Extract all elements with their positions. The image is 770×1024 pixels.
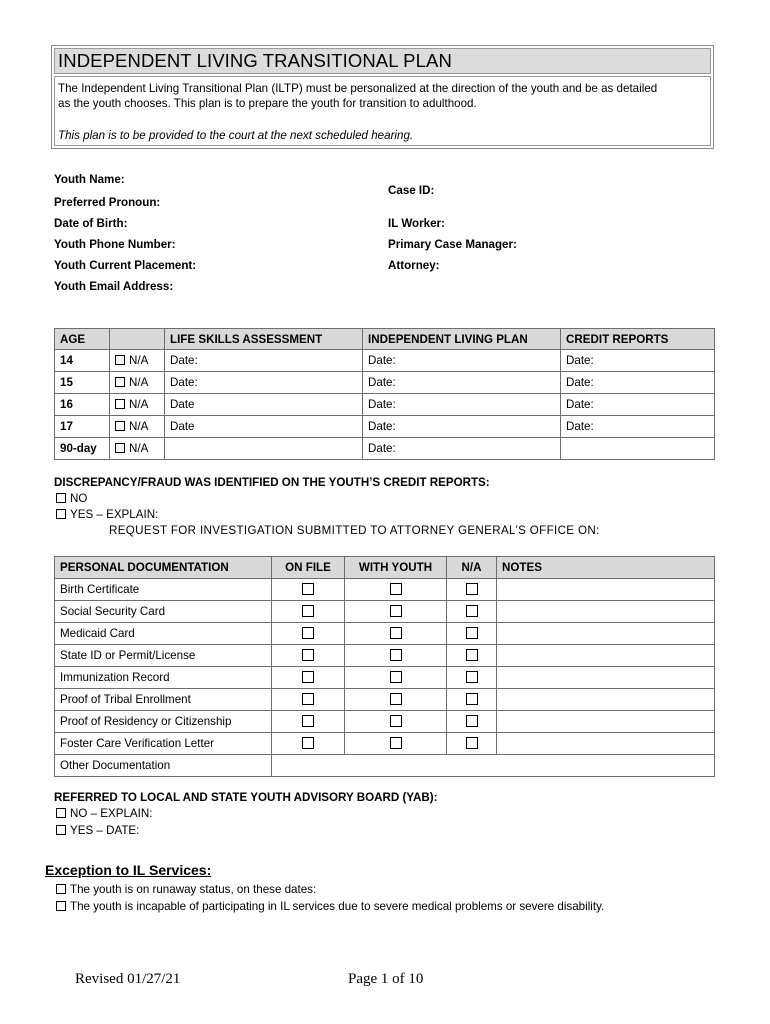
with-youth-checkbox[interactable]	[390, 693, 402, 705]
document-name: Social Security Card	[55, 601, 272, 623]
option-label: The youth is incapable of participating in IL services due to severe medical problems or severe disability.	[70, 900, 605, 913]
option-label: NO – EXPLAIN:	[70, 807, 153, 820]
with-youth-checkbox[interactable]	[390, 715, 402, 727]
option-label: The youth is on runaway status, on these dates:	[70, 883, 317, 896]
age-cell: 90-day	[55, 438, 110, 460]
table-header-row	[55, 329, 715, 350]
credit-report-date-cell[interactable]: Date:	[561, 394, 715, 416]
notes-cell[interactable]	[497, 689, 715, 711]
na-checkbox[interactable]	[115, 355, 125, 365]
with-youth-cell	[345, 645, 447, 667]
notes-cell[interactable]	[497, 667, 715, 689]
yab-yes-option[interactable]	[56, 824, 139, 837]
table-row	[55, 579, 715, 601]
lsa-date-cell[interactable]	[165, 438, 363, 460]
exception-incapable-option[interactable]	[56, 900, 604, 913]
date-of-birth-label: Date of Birth:	[54, 217, 128, 230]
na-checkbox[interactable]	[466, 715, 478, 727]
with-youth-cell	[345, 579, 447, 601]
na-cell	[110, 372, 165, 394]
youth-phone-label: Youth Phone Number:	[54, 238, 176, 251]
age-cell: 15	[55, 372, 110, 394]
col-header-credit-reports: CREDIT REPORTS	[561, 329, 715, 350]
with-youth-checkbox[interactable]	[390, 605, 402, 617]
na-label: N/A	[129, 420, 149, 433]
document-name: Medicaid Card	[55, 623, 272, 645]
with-youth-checkbox[interactable]	[390, 649, 402, 661]
lsa-date-cell[interactable]: Date:	[165, 350, 363, 372]
with-youth-checkbox[interactable]	[390, 627, 402, 639]
exception-runaway-option[interactable]	[56, 883, 316, 896]
na-checkbox[interactable]	[115, 443, 125, 453]
youth-placement-label: Youth Current Placement:	[54, 259, 197, 272]
other-documentation-cell[interactable]	[272, 755, 715, 777]
col-header-il-plan: INDEPENDENT LIVING PLAN	[363, 329, 561, 350]
table-row	[55, 733, 715, 755]
with-youth-cell	[345, 711, 447, 733]
on-file-cell	[272, 689, 345, 711]
personal-documentation-table	[54, 556, 715, 777]
on-file-checkbox[interactable]	[302, 627, 314, 639]
credit-report-date-cell[interactable]: Date:	[561, 416, 715, 438]
col-header-on-file: ON FILE	[272, 557, 345, 579]
on-file-cell	[272, 579, 345, 601]
on-file-cell	[272, 711, 345, 733]
credit-report-date-cell[interactable]	[561, 438, 715, 460]
na-cell	[110, 350, 165, 372]
credit-report-date-cell[interactable]: Date:	[561, 372, 715, 394]
na-checkbox[interactable]	[115, 399, 125, 409]
na-checkbox[interactable]	[466, 627, 478, 639]
col-header-na	[110, 329, 165, 350]
na-checkbox[interactable]	[466, 671, 478, 683]
on-file-checkbox[interactable]	[302, 671, 314, 683]
ilp-date-cell[interactable]: Date:	[363, 394, 561, 416]
header-description-line1: The Independent Living Transitional Plan (ILTP) must be personalized at the direction of the youth and be as detailed	[58, 82, 658, 95]
case-id-label: Case ID:	[388, 184, 435, 197]
na-cell	[447, 601, 497, 623]
on-file-cell	[272, 667, 345, 689]
table-row	[55, 623, 715, 645]
preferred-pronoun-label: Preferred Pronoun:	[54, 196, 161, 209]
lsa-date-cell[interactable]: Date	[165, 394, 363, 416]
youth-name-label: Youth Name:	[54, 173, 125, 186]
na-cell	[110, 438, 165, 460]
document-name: Foster Care Verification Letter	[55, 733, 272, 755]
page-title: INDEPENDENT LIVING TRANSITIONAL PLAN	[58, 50, 452, 71]
na-checkbox[interactable]	[466, 737, 478, 749]
table-row	[55, 350, 715, 372]
checkbox[interactable]	[56, 493, 66, 503]
col-header-with-youth: WITH YOUTH	[345, 557, 447, 579]
discrepancy-title: DISCREPANCY/FRAUD WAS IDENTIFIED ON THE YOUTH’S CREDIT REPORTS:	[54, 476, 490, 489]
checkbox[interactable]	[56, 808, 66, 818]
document-name: Immunization Record	[55, 667, 272, 689]
na-checkbox[interactable]	[115, 377, 125, 387]
credit-report-date-cell[interactable]: Date:	[561, 350, 715, 372]
on-file-cell	[272, 623, 345, 645]
checkbox[interactable]	[56, 509, 66, 519]
table-row	[55, 667, 715, 689]
table-row	[55, 394, 715, 416]
il-worker-label: IL Worker:	[388, 217, 445, 230]
table-row	[55, 755, 715, 777]
youth-email-label: Youth Email Address:	[54, 280, 174, 293]
na-checkbox[interactable]	[466, 693, 478, 705]
option-label: YES – DATE:	[70, 824, 140, 837]
with-youth-checkbox[interactable]	[390, 737, 402, 749]
age-assessment-table	[54, 328, 715, 460]
investigation-request-label: REQUEST FOR INVESTIGATION SUBMITTED TO ATTORNEY GENERAL’S OFFICE ON:	[109, 524, 600, 537]
discrepancy-no-option[interactable]	[56, 492, 87, 505]
option-label: YES – EXPLAIN:	[70, 508, 159, 521]
header-description-line2: as the youth chooses. This plan is to prepare the youth for transition to adulthood.	[58, 97, 477, 110]
option-label: NO	[70, 492, 88, 505]
na-cell	[447, 623, 497, 645]
yab-no-option[interactable]	[56, 807, 152, 820]
with-youth-cell	[345, 689, 447, 711]
on-file-checkbox[interactable]	[302, 737, 314, 749]
na-cell	[447, 667, 497, 689]
ilp-date-cell[interactable]: Date:	[363, 416, 561, 438]
na-label: N/A	[129, 442, 149, 455]
notes-cell[interactable]	[497, 711, 715, 733]
on-file-cell	[272, 645, 345, 667]
on-file-checkbox[interactable]	[302, 583, 314, 595]
with-youth-cell	[345, 733, 447, 755]
with-youth-checkbox[interactable]	[390, 583, 402, 595]
checkbox[interactable]	[56, 825, 66, 835]
header-note: This plan is to be provided to the court at the next scheduled hearing.	[58, 129, 414, 142]
on-file-checkbox[interactable]	[302, 693, 314, 705]
on-file-checkbox[interactable]	[302, 605, 314, 617]
ilp-date-cell[interactable]: Date:	[363, 372, 561, 394]
notes-cell[interactable]	[497, 601, 715, 623]
table-row	[55, 645, 715, 667]
yab-title: REFERRED TO LOCAL AND STATE YOUTH ADVISORY BOARD (YAB):	[54, 791, 438, 804]
table-row	[55, 372, 715, 394]
notes-cell[interactable]	[497, 579, 715, 601]
document-name: Proof of Tribal Enrollment	[55, 689, 272, 711]
na-cell	[110, 416, 165, 438]
checkbox[interactable]	[56, 884, 66, 894]
age-cell: 16	[55, 394, 110, 416]
na-label: N/A	[129, 354, 149, 367]
na-cell	[447, 689, 497, 711]
col-header-age: AGE	[55, 329, 110, 350]
discrepancy-yes-option[interactable]	[56, 508, 158, 521]
with-youth-checkbox[interactable]	[390, 671, 402, 683]
notes-cell[interactable]	[497, 623, 715, 645]
exception-title: Exception to IL Services:	[45, 862, 212, 878]
document-name: Other Documentation	[55, 755, 272, 777]
na-label: N/A	[129, 398, 149, 411]
na-checkbox[interactable]	[115, 421, 125, 431]
document-name: Proof of Residency or Citizenship	[55, 711, 272, 733]
primary-case-manager-label: Primary Case Manager:	[388, 238, 517, 251]
table-header-row	[55, 557, 715, 579]
table-row	[55, 601, 715, 623]
na-checkbox[interactable]	[466, 649, 478, 661]
table-row	[55, 416, 715, 438]
lsa-date-cell[interactable]: Date:	[165, 372, 363, 394]
on-file-checkbox[interactable]	[302, 715, 314, 727]
checkbox[interactable]	[56, 901, 66, 911]
col-header-notes: NOTES	[497, 557, 715, 579]
attorney-label: Attorney:	[388, 259, 440, 272]
lsa-date-cell[interactable]: Date	[165, 416, 363, 438]
on-file-checkbox[interactable]	[302, 649, 314, 661]
na-cell	[447, 579, 497, 601]
col-header-na: N/A	[447, 557, 497, 579]
table-row	[55, 711, 715, 733]
with-youth-cell	[345, 623, 447, 645]
with-youth-cell	[345, 667, 447, 689]
na-cell	[447, 733, 497, 755]
na-checkbox[interactable]	[466, 605, 478, 617]
ilp-date-cell[interactable]: Date:	[363, 438, 561, 460]
document-name: Birth Certificate	[55, 579, 272, 601]
revised-date: Revised 01/27/21	[75, 971, 181, 987]
on-file-cell	[272, 733, 345, 755]
col-header-documentation: PERSONAL DOCUMENTATION	[55, 557, 272, 579]
age-cell: 17	[55, 416, 110, 438]
document-name: State ID or Permit/License	[55, 645, 272, 667]
age-cell: 14	[55, 350, 110, 372]
page-number: Page 1 of 10	[348, 971, 424, 987]
table-row	[55, 689, 715, 711]
with-youth-cell	[345, 601, 447, 623]
ilp-date-cell[interactable]: Date:	[363, 350, 561, 372]
na-cell	[447, 711, 497, 733]
notes-cell[interactable]	[497, 645, 715, 667]
col-header-life-skills: LIFE SKILLS ASSESSMENT	[165, 329, 363, 350]
na-cell	[447, 645, 497, 667]
na-label: N/A	[129, 376, 149, 389]
na-cell	[110, 394, 165, 416]
na-checkbox[interactable]	[466, 583, 478, 595]
notes-cell[interactable]	[497, 733, 715, 755]
on-file-cell	[272, 601, 345, 623]
table-row	[55, 438, 715, 460]
